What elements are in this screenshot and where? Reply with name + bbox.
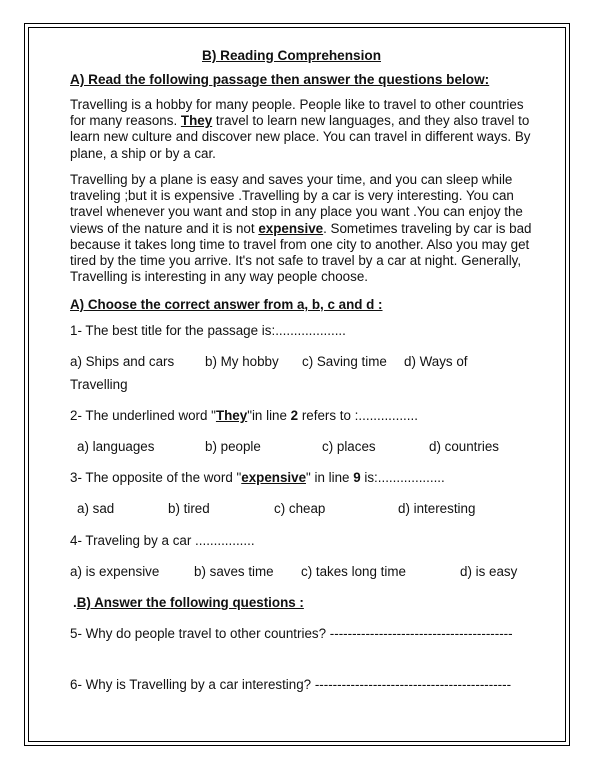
q1-option-d-continued: Travelling — [70, 377, 128, 392]
section-b-heading: B) Answer the following questions : — [76, 595, 304, 610]
q3-line-number: 9 — [353, 470, 361, 485]
q4-option-c[interactable]: c) takes long time — [301, 564, 406, 579]
passage-text: . Sometimes traveling by car is bad because it takes long time to travel from one city to another. Also you may get tired by the time you arrive. It's not safe to travel by a car at night. Generally, Travelling is interesting in any way people choose. — [70, 220, 532, 285]
q3-option-c[interactable]: c) cheap — [274, 501, 326, 516]
question-6: 6- Why is Travelling by a car interesting? -------------------------------------------- — [70, 677, 512, 692]
question-text: is:.................. — [360, 470, 445, 485]
keyword-they: They — [180, 113, 213, 129]
passage-text: travel to learn new languages, and they also travel to learn new culture and discover new place. You can travel in different ways. By plane, a ship or by a car. — [70, 113, 531, 161]
question-text: "in line — [247, 408, 291, 423]
q3-option-b[interactable]: b) tired — [168, 501, 210, 516]
keyword-expensive: expensive — [258, 220, 324, 236]
q2-option-b[interactable]: b) people — [205, 439, 261, 454]
q3-option-d[interactable]: d) interesting — [398, 501, 476, 516]
q2-keyword: They — [215, 408, 248, 423]
question-text: 3- The opposite of the word " — [70, 470, 242, 485]
section-b-heading-line — [73, 595, 304, 611]
q1-option-b[interactable]: b) My hobby — [205, 354, 279, 369]
question-1: 1- The best title for the passage is:................... — [70, 323, 346, 338]
q3-keyword: expensive — [241, 470, 307, 485]
q1-option-a[interactable]: a) Ships and cars — [70, 354, 175, 369]
q2-option-d[interactable]: d) countries — [429, 439, 499, 454]
passage-paragraph-1 — [70, 97, 532, 162]
page-title: B) Reading Comprehension — [202, 48, 381, 63]
question-4: 4- Traveling by a car ................ — [70, 533, 255, 548]
q4-option-b[interactable]: b) saves time — [194, 564, 274, 579]
q4-option-d[interactable]: d) is easy — [460, 564, 518, 579]
question-2 — [70, 408, 418, 424]
passage-instruction: A) Read the following passage then answer the questions below: — [70, 72, 490, 87]
heading-prefix: . — [73, 595, 77, 610]
q3-option-a[interactable]: a) sad — [77, 501, 115, 516]
passage-text: Travelling by a plane is easy and saves your time, and you can sleep while traveling ;but it is expensive .Travelling by a car is very interesting. You can travel whenever you want and stop in any place you want .You can enjoy the views of the nature and it is not — [70, 172, 523, 236]
q4-option-a[interactable]: a) is expensive — [70, 564, 160, 579]
question-5: 5- Why do people travel to other countries? ----------------------------------------- — [70, 626, 513, 641]
question-3 — [70, 470, 445, 486]
q1-option-c[interactable]: c) Saving time — [302, 354, 387, 369]
q1-option-d[interactable]: d) Ways of — [404, 354, 468, 369]
q2-option-c[interactable]: c) places — [322, 439, 376, 454]
passage-text: Travelling is a hobby for many people. People like to travel to other countries for many reasons. — [70, 97, 524, 129]
q2-line-number: 2 — [290, 408, 299, 423]
question-text: refers to :................ — [298, 408, 418, 423]
question-text: " in line — [306, 470, 354, 485]
question-text: 2- The underlined word " — [70, 408, 216, 423]
section-a-heading: A) Choose the correct answer from a, b, c and d : — [70, 297, 383, 312]
passage-paragraph-2 — [70, 172, 532, 285]
q2-option-a[interactable]: a) languages — [77, 439, 155, 454]
